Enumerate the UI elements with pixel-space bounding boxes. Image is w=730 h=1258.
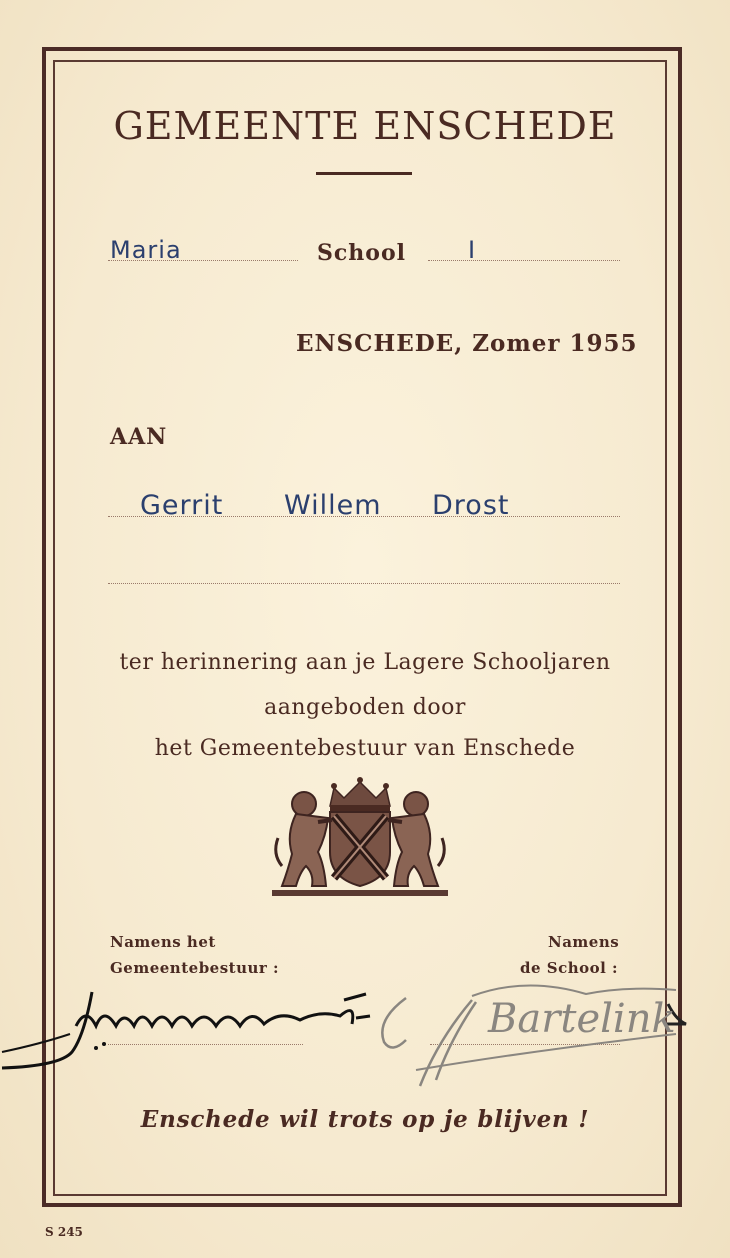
school-label: School xyxy=(317,240,406,266)
right-signature-graphic xyxy=(376,980,696,1090)
place-date: ENSCHEDE, Zomer 1955 xyxy=(296,330,638,357)
left-signatory-label-1: Namens het xyxy=(110,933,216,951)
title-divider xyxy=(316,172,412,175)
page-title: GEMEENTE ENSCHEDE xyxy=(113,104,617,148)
shield-icon xyxy=(330,812,390,886)
recipient-label: AAN xyxy=(110,424,168,450)
right-signature-text: Bartelink xyxy=(488,996,676,1042)
dedication-line-3: het Gemeentebestuur van Enschede xyxy=(154,736,576,761)
left-signatory-label-2: Gemeentebestuur : xyxy=(110,959,280,977)
motto: Enschede wil trots op je blijven ! xyxy=(140,1106,590,1133)
left-signature-graphic xyxy=(0,986,380,1076)
recipient-line-1 xyxy=(108,516,620,517)
right-signatory-label-1: Namens xyxy=(548,933,620,951)
crown-icon xyxy=(330,777,390,811)
lion-left-icon xyxy=(276,792,332,886)
school-number-line xyxy=(428,260,620,261)
recipient-line-2 xyxy=(108,583,620,584)
dedication-line-1: ter herinnering aan je Lagere Schooljaren xyxy=(119,650,611,675)
lion-right-icon xyxy=(388,792,444,886)
school-number-handwritten: I xyxy=(468,236,477,264)
form-code: S 245 xyxy=(45,1225,83,1239)
dedication-line-2: aangeboden door xyxy=(264,695,466,720)
recipient-first-name: Gerrit xyxy=(140,490,224,521)
school-name-line xyxy=(108,260,298,261)
coat-of-arms-icon xyxy=(268,774,452,900)
recipient-last-name: Drost xyxy=(432,490,510,521)
recipient-middle-name: Willem xyxy=(284,490,382,521)
school-name-handwritten: Maria xyxy=(110,236,182,264)
right-signatory-label-2: de School : xyxy=(520,959,619,977)
